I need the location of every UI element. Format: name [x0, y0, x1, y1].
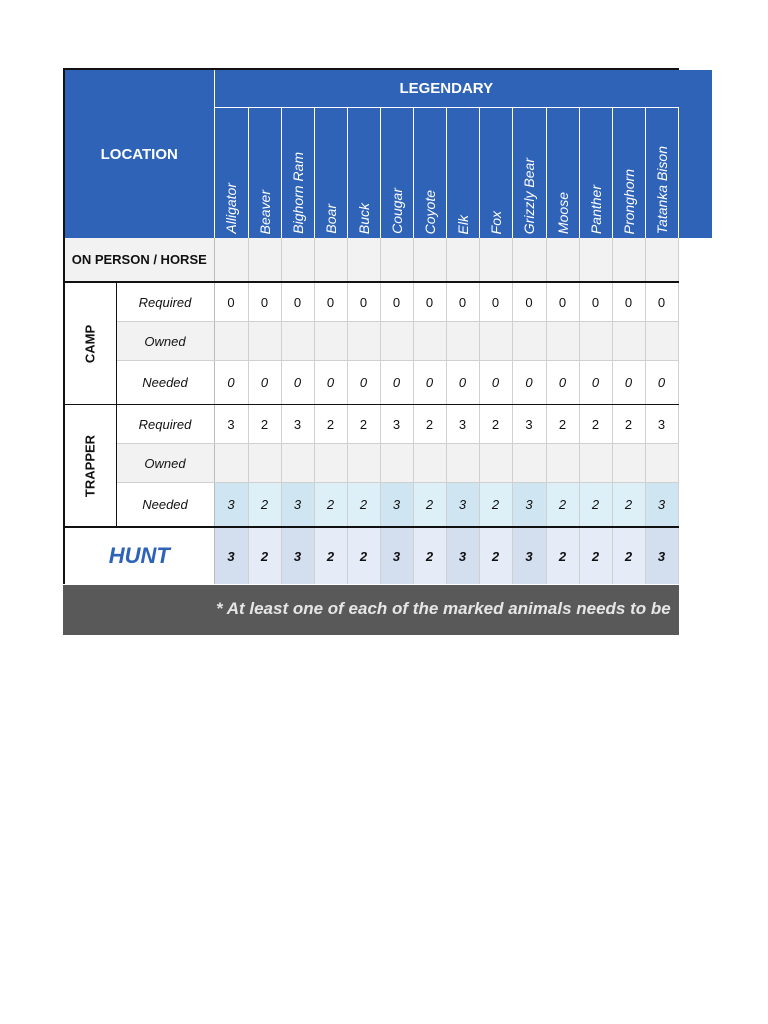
trapper-needed-cell[interactable]: 2 [546, 483, 579, 528]
trapper-needed-cell[interactable]: 3 [446, 483, 479, 528]
camp-required-cell[interactable]: 0 [645, 282, 678, 322]
footer-note-bar [63, 585, 679, 635]
camp-required-cell[interactable]: 0 [546, 282, 579, 322]
on-person-cell[interactable] [380, 238, 413, 282]
legendary-label: LEGENDARY [399, 80, 494, 97]
trapper-owned-cell[interactable] [512, 444, 546, 483]
row-spacer [678, 405, 679, 444]
animal-header-boar [314, 108, 347, 239]
camp-group [64, 282, 116, 405]
camp-required-cell[interactable]: 0 [314, 282, 347, 322]
trapper-needed-cell[interactable]: 3 [380, 483, 413, 528]
camp-owned-label: Owned [116, 322, 214, 361]
trapper-required-cell[interactable]: 2 [546, 405, 579, 444]
animal-header-coyote [413, 108, 446, 239]
trapper-owned-cell[interactable] [214, 444, 248, 483]
header-band-overflow [679, 70, 712, 238]
hunt-label: HUNT [64, 527, 214, 584]
trapper-required-cell[interactable]: 2 [612, 405, 645, 444]
animal-header-buck [347, 108, 380, 239]
footer-note: * At least one of each of the marked animals needs to be [216, 599, 671, 618]
location-header: LOCATION [64, 69, 214, 238]
trapper-required-cell[interactable]: 3 [446, 405, 479, 444]
animal-name: Buck [355, 202, 372, 234]
header-spacer [678, 108, 679, 239]
camp-needed-cell[interactable]: 0 [413, 361, 446, 405]
animal-name: Alligator [223, 183, 239, 234]
trapper-label: TRAPPER [82, 434, 98, 497]
row-spacer [678, 361, 679, 405]
camp-needed-cell[interactable]: 0 [546, 361, 579, 405]
camp-required-cell[interactable]: 0 [579, 282, 612, 322]
animal-header-grizzly-bear [512, 108, 546, 239]
on-person-cell[interactable] [645, 238, 678, 282]
on-person-cell[interactable] [413, 238, 446, 282]
row-spacer [678, 483, 679, 528]
on-person-cell[interactable] [612, 238, 645, 282]
animal-header-elk [446, 108, 479, 239]
trapper-required-cell[interactable]: 2 [579, 405, 612, 444]
trapper-required-cell[interactable]: 2 [347, 405, 380, 444]
animal-name: Bighorn Ram [289, 152, 306, 234]
camp-needed-cell[interactable]: 0 [347, 361, 380, 405]
trapper-owned-cell[interactable] [546, 444, 579, 483]
animal-name: Tatanka Bison [653, 145, 670, 234]
trapper-needed-cell[interactable]: 3 [214, 483, 248, 528]
hunt-cell[interactable]: 2 [314, 527, 347, 584]
camp-required-cell[interactable]: 0 [248, 282, 281, 322]
trapper-owned-label: Owned [116, 444, 214, 483]
trapper-owned-cell[interactable] [281, 444, 314, 483]
camp-needed-label: Needed [116, 361, 214, 405]
trapper-needed-cell[interactable]: 2 [314, 483, 347, 528]
trapper-owned-cell[interactable] [248, 444, 281, 483]
animal-name: Elk [454, 214, 471, 234]
animal-header-beaver [248, 108, 281, 239]
camp-label: CAMP [82, 324, 98, 363]
camp-owned-cell[interactable] [579, 322, 612, 361]
camp-required-cell[interactable]: 0 [347, 282, 380, 322]
trapper-owned-cell[interactable] [612, 444, 645, 483]
camp-needed-cell[interactable]: 0 [512, 361, 546, 405]
animal-name: Fox [487, 210, 504, 234]
animal-header-pronghorn [612, 108, 645, 239]
hunt-cell[interactable]: 2 [579, 527, 612, 584]
on-person-cell[interactable] [347, 238, 380, 282]
hunt-cell[interactable]: 2 [479, 527, 512, 584]
camp-owned-cell[interactable] [214, 322, 248, 361]
trapper-group [64, 405, 116, 528]
camp-required-cell[interactable]: 0 [479, 282, 512, 322]
animal-name: Panther [587, 184, 604, 234]
camp-required-cell[interactable]: 0 [281, 282, 314, 322]
legendary-header [214, 69, 679, 108]
on-person-cell[interactable] [281, 238, 314, 282]
camp-needed-cell[interactable]: 0 [645, 361, 678, 405]
camp-needed-cell[interactable]: 0 [281, 361, 314, 405]
hunt-cell[interactable]: 3 [380, 527, 413, 584]
camp-needed-cell[interactable]: 0 [479, 361, 512, 405]
on-person-cell[interactable] [314, 238, 347, 282]
trapper-owned-cell[interactable] [347, 444, 380, 483]
on-person-cell[interactable] [546, 238, 579, 282]
camp-required-cell[interactable]: 0 [446, 282, 479, 322]
trapper-needed-cell[interactable]: 3 [281, 483, 314, 528]
camp-owned-cell[interactable] [512, 322, 546, 361]
on-person-label: ON PERSON / HORSE [64, 238, 214, 282]
camp-owned-cell[interactable] [446, 322, 479, 361]
animal-header-moose [546, 108, 579, 239]
camp-needed-cell[interactable]: 0 [380, 361, 413, 405]
trapper-needed-cell[interactable]: 2 [413, 483, 446, 528]
animal-name: Boar [322, 204, 339, 234]
animal-name: Beaver [256, 189, 273, 234]
trapper-required-cell[interactable]: 2 [314, 405, 347, 444]
hunt-cell[interactable]: 3 [446, 527, 479, 584]
animal-header-bighorn-ram [281, 108, 314, 239]
animal-name: Coyote [421, 189, 438, 234]
trapper-required-cell[interactable]: 3 [645, 405, 678, 444]
animal-name: Grizzly Bear [521, 157, 537, 234]
on-person-cell[interactable] [214, 238, 248, 282]
row-spacer [678, 238, 679, 282]
trapper-needed-label: Needed [116, 483, 214, 528]
trapper-required-cell[interactable]: 2 [248, 405, 281, 444]
animal-header-alligator [214, 108, 248, 239]
camp-owned-cell[interactable] [281, 322, 314, 361]
camp-owned-cell[interactable] [347, 322, 380, 361]
on-person-cell[interactable] [248, 238, 281, 282]
hunt-cell[interactable]: 2 [546, 527, 579, 584]
legendary-animals-table [63, 68, 679, 584]
trapper-needed-cell[interactable]: 3 [512, 483, 546, 528]
camp-required-cell[interactable]: 0 [380, 282, 413, 322]
trapper-needed-cell[interactable]: 2 [248, 483, 281, 528]
animal-name: Cougar [388, 188, 405, 234]
on-person-cell[interactable] [479, 238, 512, 282]
hunt-cell[interactable]: 3 [512, 527, 546, 584]
hunting-spreadsheet [63, 68, 679, 635]
trapper-needed-cell[interactable]: 2 [347, 483, 380, 528]
hunt-cell[interactable]: 3 [645, 527, 678, 584]
camp-needed-cell[interactable]: 0 [314, 361, 347, 405]
camp-required-cell[interactable]: 0 [612, 282, 645, 322]
trapper-needed-cell[interactable]: 3 [645, 483, 678, 528]
camp-required-row [64, 282, 679, 322]
hunt-row [64, 527, 679, 584]
trapper-needed-cell[interactable]: 2 [612, 483, 645, 528]
trapper-owned-row [64, 444, 679, 483]
trapper-owned-cell[interactable] [479, 444, 512, 483]
row-spacer [678, 527, 679, 584]
camp-owned-cell[interactable] [380, 322, 413, 361]
trapper-required-row [64, 405, 679, 444]
animal-header-panther [579, 108, 612, 239]
trapper-needed-cell[interactable]: 2 [579, 483, 612, 528]
camp-owned-cell[interactable] [413, 322, 446, 361]
on-person-cell[interactable] [512, 238, 546, 282]
camp-needed-cell[interactable]: 0 [446, 361, 479, 405]
camp-owned-cell[interactable] [314, 322, 347, 361]
trapper-owned-cell[interactable] [446, 444, 479, 483]
trapper-required-cell[interactable]: 3 [380, 405, 413, 444]
trapper-owned-cell[interactable] [380, 444, 413, 483]
animal-header-fox [479, 108, 512, 239]
on-person-row [64, 238, 679, 282]
camp-owned-row [64, 322, 679, 361]
trapper-required-cell[interactable]: 3 [281, 405, 314, 444]
camp-owned-cell[interactable] [248, 322, 281, 361]
on-person-cell[interactable] [446, 238, 479, 282]
camp-owned-cell[interactable] [612, 322, 645, 361]
trapper-owned-cell[interactable] [579, 444, 612, 483]
camp-required-cell[interactable]: 0 [413, 282, 446, 322]
camp-needed-row [64, 361, 679, 405]
row-spacer [678, 444, 679, 483]
trapper-owned-cell[interactable] [314, 444, 347, 483]
trapper-needed-cell[interactable]: 2 [479, 483, 512, 528]
camp-needed-cell[interactable]: 0 [579, 361, 612, 405]
camp-needed-cell[interactable]: 0 [214, 361, 248, 405]
camp-owned-cell[interactable] [645, 322, 678, 361]
trapper-owned-cell[interactable] [413, 444, 446, 483]
on-person-cell[interactable] [579, 238, 612, 282]
trapper-required-cell[interactable]: 2 [479, 405, 512, 444]
row-spacer [678, 322, 679, 361]
trapper-required-cell[interactable]: 3 [512, 405, 546, 444]
hunt-cell[interactable]: 3 [214, 527, 248, 584]
trapper-required-label: Required [116, 405, 214, 444]
camp-required-cell[interactable]: 0 [214, 282, 248, 322]
animal-name: Pronghorn [620, 168, 637, 234]
camp-required-cell[interactable]: 0 [512, 282, 546, 322]
camp-owned-cell[interactable] [546, 322, 579, 361]
animal-name: Moose [554, 191, 571, 234]
trapper-required-cell[interactable]: 3 [214, 405, 248, 444]
camp-needed-cell[interactable]: 0 [612, 361, 645, 405]
camp-owned-cell[interactable] [479, 322, 512, 361]
hunt-cell[interactable]: 2 [612, 527, 645, 584]
hunt-cell[interactable]: 3 [281, 527, 314, 584]
row-spacer [678, 282, 679, 322]
animal-header-tatanka-bison [645, 108, 678, 239]
trapper-owned-cell[interactable] [645, 444, 678, 483]
trapper-needed-row [64, 483, 679, 528]
hunt-cell[interactable]: 2 [248, 527, 281, 584]
hunt-cell[interactable]: 2 [347, 527, 380, 584]
camp-required-label: Required [116, 282, 214, 322]
trapper-required-cell[interactable]: 2 [413, 405, 446, 444]
camp-needed-cell[interactable]: 0 [248, 361, 281, 405]
hunt-cell[interactable]: 2 [413, 527, 446, 584]
animal-header-cougar [380, 108, 413, 239]
